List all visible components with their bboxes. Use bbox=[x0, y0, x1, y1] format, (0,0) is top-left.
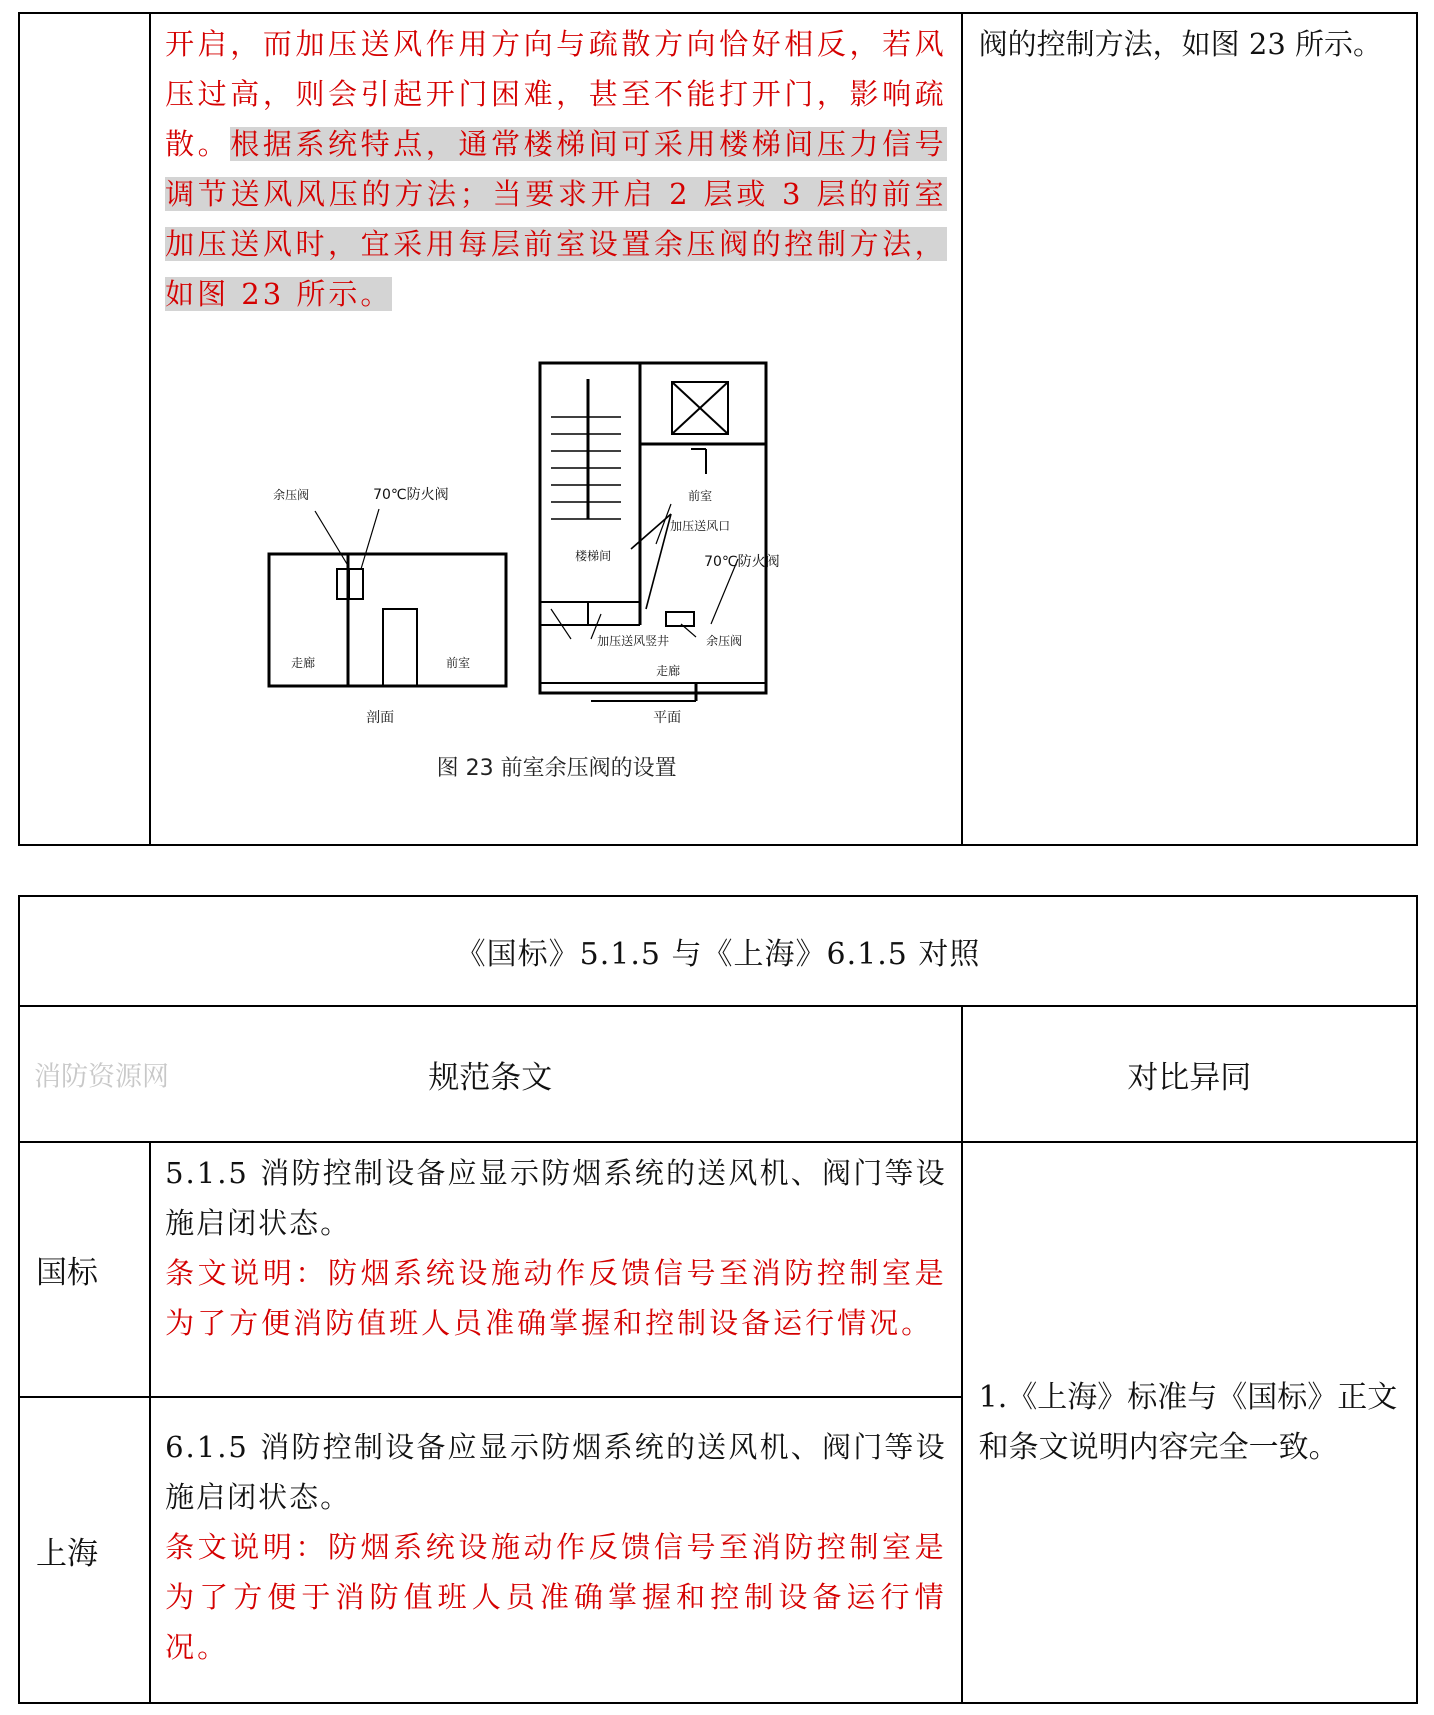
row-label-national: 国标 bbox=[19, 1142, 150, 1397]
red-explanation-text bbox=[151, 14, 961, 319]
clause-note: 条文说明：防烟系统设施动作反馈信号至消防控制室是为了方便消防值班人员准确掌握和控制设备运行情况。 bbox=[165, 1256, 947, 1340]
label-relief-valve-section: 余压阀 bbox=[273, 488, 310, 502]
figure-drawing bbox=[151, 319, 962, 789]
compare-table bbox=[18, 895, 1418, 1704]
figure-23 bbox=[151, 319, 961, 839]
label-relief-valve-plan: 余压阀 bbox=[706, 634, 743, 648]
right-text: 阀的控制方法，如图 23 所示。 bbox=[978, 27, 1383, 61]
label-corridor-section: 走廊 bbox=[291, 656, 316, 670]
label-shaft: 加压送风竖井 bbox=[597, 634, 670, 648]
clause-text: 6.1.5 消防控制设备应显示防烟系统的送风机、阀门等设施启闭状态。 bbox=[165, 1430, 947, 1514]
header-clause-cell bbox=[19, 1006, 962, 1142]
red-text-highlighted: 根据系统特点，通常楼梯间可采用楼梯间压力信号调节送风风压的方法；当要求开启 2 层或 3 层的前室加压送风时，宜采用每层前室设置余压阀的控制方法，如图 23 所示。 bbox=[165, 127, 947, 311]
row-clause-shanghai bbox=[150, 1397, 962, 1703]
figure-caption: 图 23 前室余压阀的设置 bbox=[436, 756, 677, 781]
label-fire-damper-plan: 70℃防火阀 bbox=[704, 554, 780, 570]
header-clause: 规范条文 bbox=[428, 1059, 553, 1096]
label-fire-damper-section: 70℃防火阀 bbox=[373, 487, 449, 503]
top-table bbox=[18, 12, 1418, 846]
label-anteroom-plan: 前室 bbox=[688, 489, 713, 503]
empty-label-cell bbox=[19, 13, 150, 845]
header-compare: 对比异同 bbox=[962, 1006, 1417, 1142]
clause-text: 5.1.5 消防控制设备应显示防烟系统的送风机、阀门等设施启闭状态。 bbox=[165, 1156, 947, 1240]
label-stairwell: 楼梯间 bbox=[575, 549, 612, 563]
row-clause-national bbox=[150, 1142, 962, 1397]
comparison-text: 1.《上海》标准与《国标》正文和条文说明内容完全一致。 bbox=[962, 1142, 1417, 1703]
label-section-view: 剖面 bbox=[366, 710, 395, 726]
middle-content-cell bbox=[150, 13, 962, 845]
red-text-part-1: 开启，而加压送风作用方向与疏散方向恰好相反，若风压过高，则会引起开门困难，甚至不能打开门，影响疏散。 bbox=[165, 27, 947, 161]
watermark: 消防资源网 bbox=[34, 1061, 169, 1093]
clause-note: 条文说明：防烟系统设施动作反馈信号至消防控制室是为了方便于消防值班人员准确掌握和控制设备运行情况。 bbox=[165, 1530, 947, 1664]
label-anteroom-section: 前室 bbox=[446, 656, 471, 670]
label-air-outlet: 加压送风口 bbox=[670, 519, 731, 533]
label-plan-view: 平面 bbox=[653, 710, 682, 726]
compare-title: 《国标》5.1.5 与《上海》6.1.5 对照 bbox=[19, 896, 1417, 1006]
right-content-cell bbox=[962, 13, 1417, 845]
row-label-shanghai: 上海 bbox=[19, 1397, 150, 1703]
label-corridor-plan: 走廊 bbox=[656, 664, 681, 678]
